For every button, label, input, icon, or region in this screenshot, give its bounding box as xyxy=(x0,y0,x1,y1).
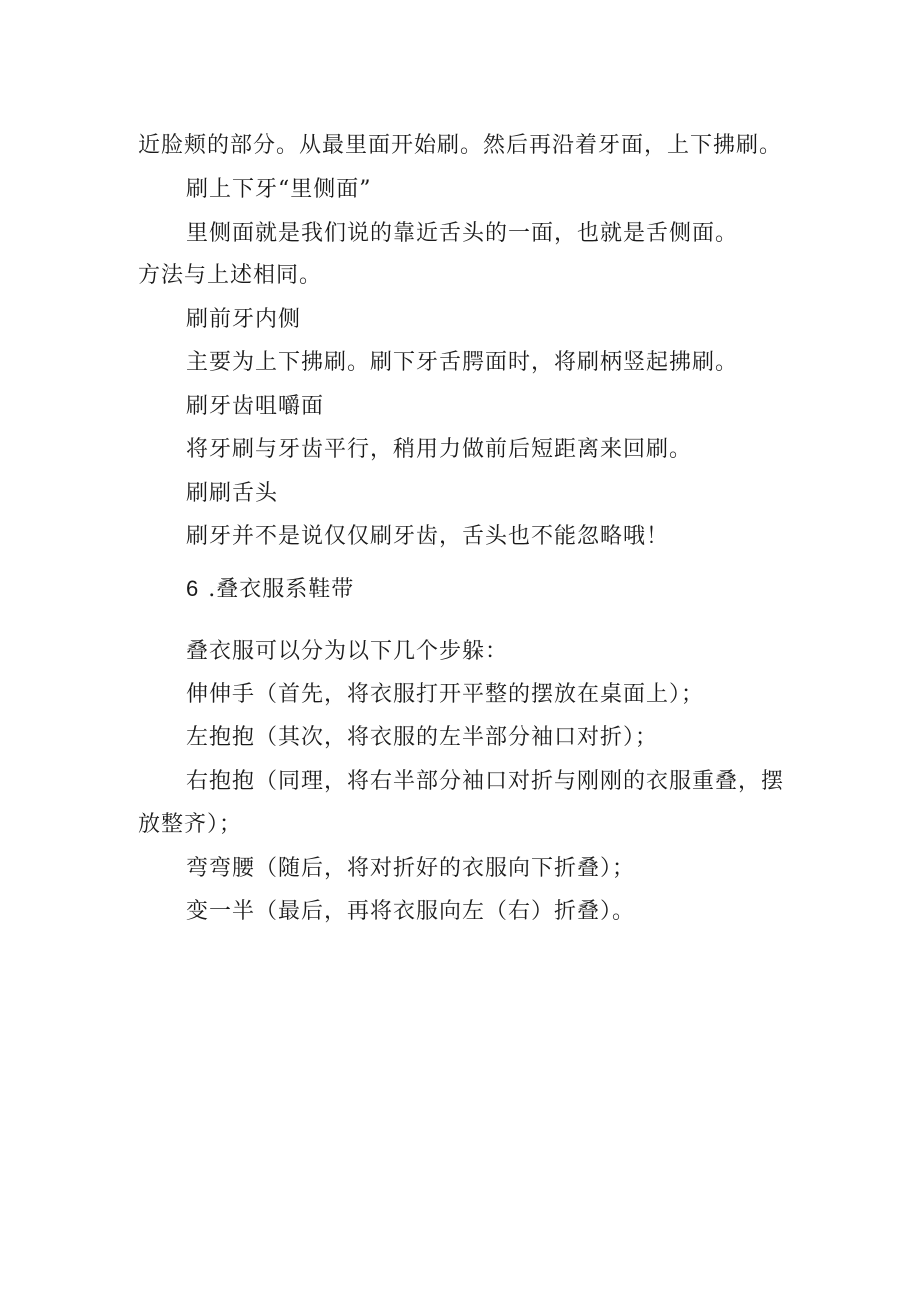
step-item: 变一半（最后，再将衣服向左（右）折叠）。 xyxy=(186,899,636,924)
subheading-tongue: 刷刷舌头 xyxy=(186,481,279,506)
section-number: 6 xyxy=(186,576,199,601)
step-item: 伸伸手（首先，将衣服打开平整的摆放在桌面上）； xyxy=(186,682,705,707)
subheading-chewing-surface: 刷牙齿咀嚼面 xyxy=(186,394,325,419)
section-title: .叠衣服系鞋带 xyxy=(208,577,355,602)
subheading-front-teeth: 刷前牙内侧 xyxy=(186,307,302,332)
paragraph-text: 将牙刷与牙齿平行，稍用力做前后短距离来回刷。 xyxy=(186,437,693,462)
step-item: 右抱抱（同理，将右半部分袖口对折与刚刚的衣服重叠，摆 xyxy=(186,769,785,794)
section-heading xyxy=(186,575,354,604)
paragraph-text: 刷牙并不是说仅仅刷牙齿，舌头也不能忽略哦！ xyxy=(186,524,670,549)
subheading-inner-side: 刷上下牙“里侧面” xyxy=(186,177,372,202)
paragraph-text: 方法与上述相同。 xyxy=(138,263,323,288)
step-item-continued: 放整齐）； xyxy=(138,812,243,837)
paragraph-text: 里侧面就是我们说的靠近舌头的一面，也就是舌侧面。 xyxy=(186,221,739,246)
paragraph-text: 近脸颊的部分。从最里面开始刷。然后再沿着牙面，上下拂刷。 xyxy=(138,133,783,158)
paragraph-text: 主要为上下拂刷。刷下牙舌腭面时，将刷柄竖起拂刷。 xyxy=(186,350,739,375)
step-item: 弯弯腰（随后，将对折好的衣服向下折叠）； xyxy=(186,856,636,881)
step-item: 左抱抱（其次，将衣服的左半部分袖口对折）； xyxy=(186,725,659,750)
steps-intro: 叠衣服可以分为以下几个步躲： xyxy=(186,639,509,664)
